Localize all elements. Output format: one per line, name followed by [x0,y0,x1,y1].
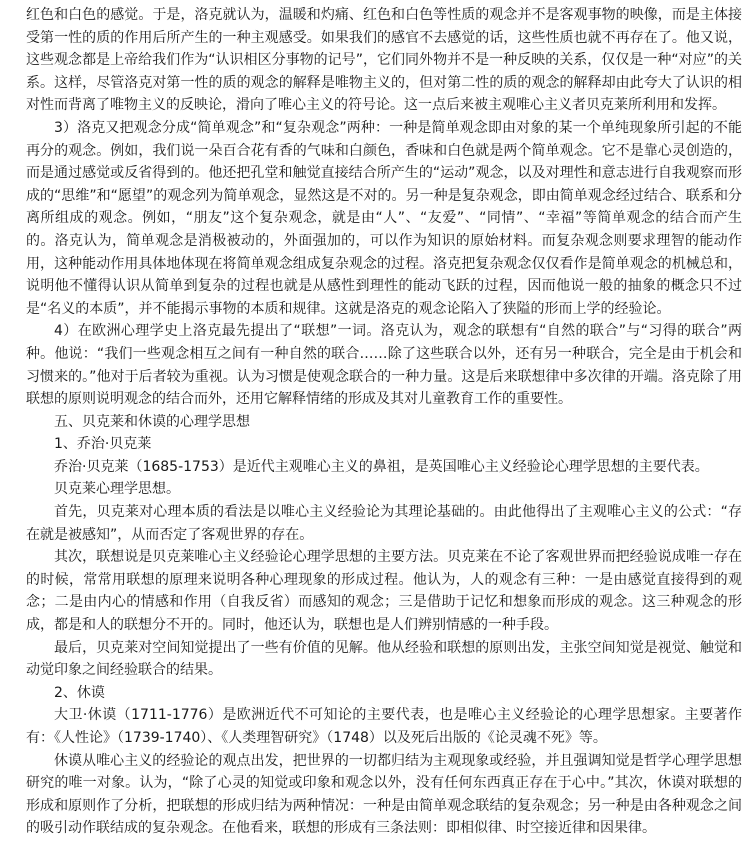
paragraph-berkeley-first: 首先，贝克莱对心理本质的看法是以唯心主义经验论为其理论基础的。由此他得出了主观唯心主义的公式：“存在就是被感知”，从而否定了客观世界的存在。 [26,504,742,543]
paragraph-hume-theory: 休谟从唯心主义的经验论的观点出发，把世界的一切都归结为主观现象或经验，并且强调知觉是哲学心理学思想研究的唯一对象。认为，“除了心灵的知觉或印象和观念以外，没有任何东西真正存在于心中。”其次，休谟对联想的形成和原则作了分析，把联想的形成归结为两种情况：一种是由简单观念联结的复杂观念；另一种是由各种观念之间的吸引动作联结成的复杂观念。在他看来，联想的形成有三条法则：即相似律、时空接近律和因果律。 [26,752,742,837]
subsection-heading-berkeley: 1、乔治·贝克莱 [54,436,152,453]
subsection-heading-hume: 2、休谟 [54,684,105,701]
paragraph-locke-simple-complex-ideas: 3）洛克又把观念分成“简单观念”和“复杂观念”两种：一种是简单观念即由对象的某一个单纯现象所引起的不能再分的观念。例如，我们说一朵百合花有香的气味和白颜色，香味和白色就是两个简单观念。它不是靠心灵创造的，而是通过感觉或反省得到的。他还把孔堂和触觉直接结合所产生的“运动”观念，以及对理性和意志进行自我观察而形成的“思维”和“愿望”的观念列为简单观念，显然这是不对的。另一种是复杂观念，即由简单观念经过结合、联系和分离所组成的观念。例如，“朋友”这个复杂观念，就是由“人”、“友爱”、“同情”、“幸福”等简单观念的结合而产生的。洛克认为，简单观念是消极被动的，外面强加的，可以作为知识的原始材料。而复杂观念则要求理智的能动作用，这种能动作用具体地体现在将简单观念组成复杂观念的过程。洛克把复杂观念仅仅看作是简单观念的机械总和，说明他不懂得认识从简单到复杂的过程也就是从感性到理性的能动飞跃的过程，因而他说一般的抽象的概念只不过是“名义的本质”，并不能揭示事物的本质和规律。这就是洛克的观念论陷入了狭隘的形而上学的经验论。 [26,119,742,317]
paragraph-locke-secondary-qualities: 红色和白色的感觉。于是，洛克就认为，温暖和灼痛、红色和白色等性质的观念并不是客观事物的映像，而是主体接受第一性的质的作用后所产生的一种主观感受。如果我们的感官不去感觉的话，这些性质也就不再存在了。他又说，这些观念都是上帝给我们作为“认识相区分事物的记号”，它们同外物并不是一种反映的关系，仅仅是一种“对应”的关系。这样，尽管洛克对第一性的质的观念的解释是唯物主义的，但对第二性的质的观念的解释却由此夸大了认识的相对性而背离了唯物主义的反映论，滑向了唯心主义的符号论。这一点后来被主观唯心主义者贝克莱所利用和发挥。 [26,7,742,114]
paragraph-berkeley-psychology-label: 贝克莱心理学思想。 [54,481,180,498]
section-heading-berkeley-hume: 五、贝克莱和休谟的心理学思想 [54,413,250,430]
paragraph-berkeley-intro: 乔治·贝克莱（1685-1753）是近代主观唯心主义的鼻祖，是英国唯心主义经验论心理学思想的主要代表。 [54,458,709,475]
paragraph-berkeley-second: 其次，联想说是贝克莱唯心主义经验论心理学思想的主要方法。贝克莱在不论了客观世界而把经验说成唯一存在的时候，常常用联想的原理来说明各种心理现象的形成过程。他认为，人的观念有三种：一是由感觉直接得到的观念；二是由内心的情感和作用（自我反省）而感知的观念；三是借助于记忆和想象而形成的观念。这三种观念的形成，都是和人的联想分不开的。同时，他还认为，联想也是人们辨别情感的一种手段。 [26,549,742,634]
paragraph-hume-intro: 大卫·休谟（1711-1776）是欧洲近代不可知论的主要代表，也是唯心主义经验论的心理学思想家。主要著作有：《人性论》（1739-1740）、《人类理智研究》（1748）以及死后出版的《论灵魂不死》等。 [26,707,742,746]
paragraph-locke-association: 4）在欧洲心理学史上洛克最先提出了“联想”一词。洛克认为，观念的联想有“自然的联合”与“习得的联合”两种。他说：“我们一些观念相互之间有一种自然的联合……除了这些联合以外，还有另一种联合，完全是由于机会和习惯来的。”他对于后者较为重视。认为习惯是使观念联合的一种力量。这是后来联想律中多次律的开端。洛克除了用联想的原则说明观念的结合而外，还用它解释情绪的形成及其对儿童教育工作的重要性。 [26,323,742,408]
paragraph-berkeley-last: 最后，贝克莱对空间知觉提出了一些有价值的见解。他从经验和联想的原则出发，主张空间知觉是视觉、触觉和动觉印象之间经验联合的结果。 [26,639,742,679]
